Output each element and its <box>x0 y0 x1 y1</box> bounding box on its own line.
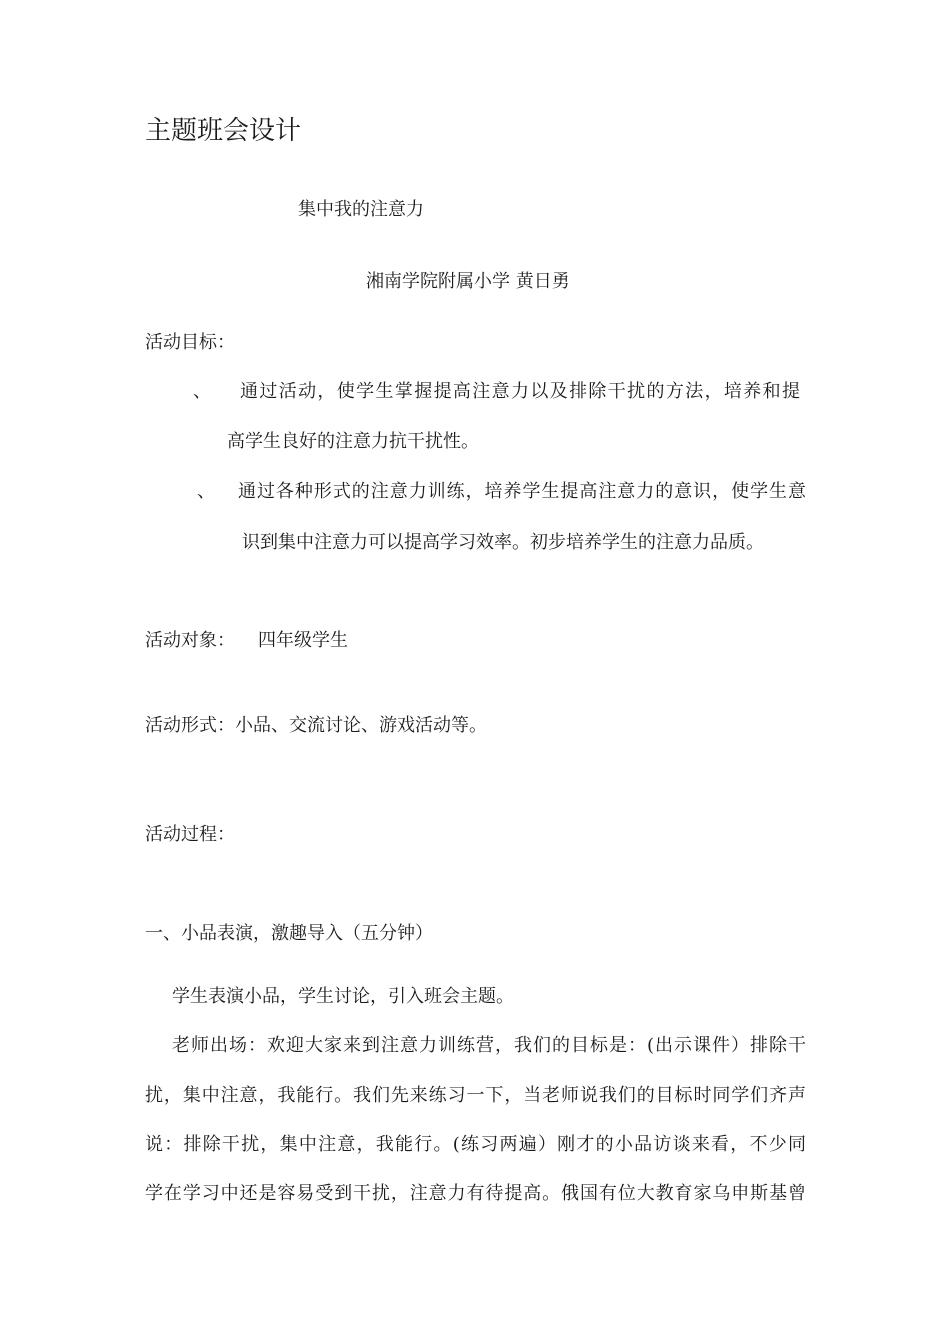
form-line: 活动形式：小品、交流讨论、游戏活动等。 <box>145 715 487 736</box>
goal-2-line-1: 通过各种形式的注意力训练，培养学生提高注意力的意识，使学生意 <box>238 481 806 502</box>
section-1-paragraph-2-line-1: 老师出场：欢迎大家来到注意力训练营，我们的目标是：(出示课件）排除干 <box>172 1035 806 1056</box>
section-1-paragraph-2-line-2: 扰，集中注意，我能行。我们先来练习一下，当老师说我们的目标时同学们齐声 <box>145 1085 806 1106</box>
section-1-paragraph-1: 学生表演小品，学生讨论，引入班会主题。 <box>172 986 514 1007</box>
goal-2-marker: 、 <box>197 481 215 502</box>
document-title: 主题班会设计 <box>145 116 302 146</box>
goal-2-line-2: 识到集中注意力可以提高学习效率。初步培养学生的注意力品质。 <box>242 532 764 553</box>
document-subtitle: 集中我的注意力 <box>298 199 424 220</box>
goal-1-line-1: 通过活动，使学生掌握提高注意力以及排除干扰的方法，培养和提 <box>240 381 800 402</box>
goal-1-line-2: 高学生良好的注意力抗干扰性。 <box>227 431 479 452</box>
section-1-paragraph-2-line-3: 说：排除干扰，集中注意，我能行。(练习两遍）刚才的小品访谈来看，不少同 <box>145 1134 806 1155</box>
author-line: 湘南学院附属小学 黄日勇 <box>366 271 570 292</box>
goal-1-marker: 、 <box>193 381 211 402</box>
section-1-heading: 一、小品表演，激趣导入（五分钟） <box>145 923 433 944</box>
target-value: 四年级学生 <box>258 630 348 651</box>
process-heading: 活动过程： <box>145 824 235 845</box>
section-1-paragraph-2-line-4: 学在学习中还是容易受到干扰，注意力有待提高。俄国有位大教育家乌申斯基曾 <box>145 1183 806 1204</box>
target-label: 活动对象： <box>145 630 235 651</box>
goals-heading: 活动目标： <box>145 332 235 353</box>
